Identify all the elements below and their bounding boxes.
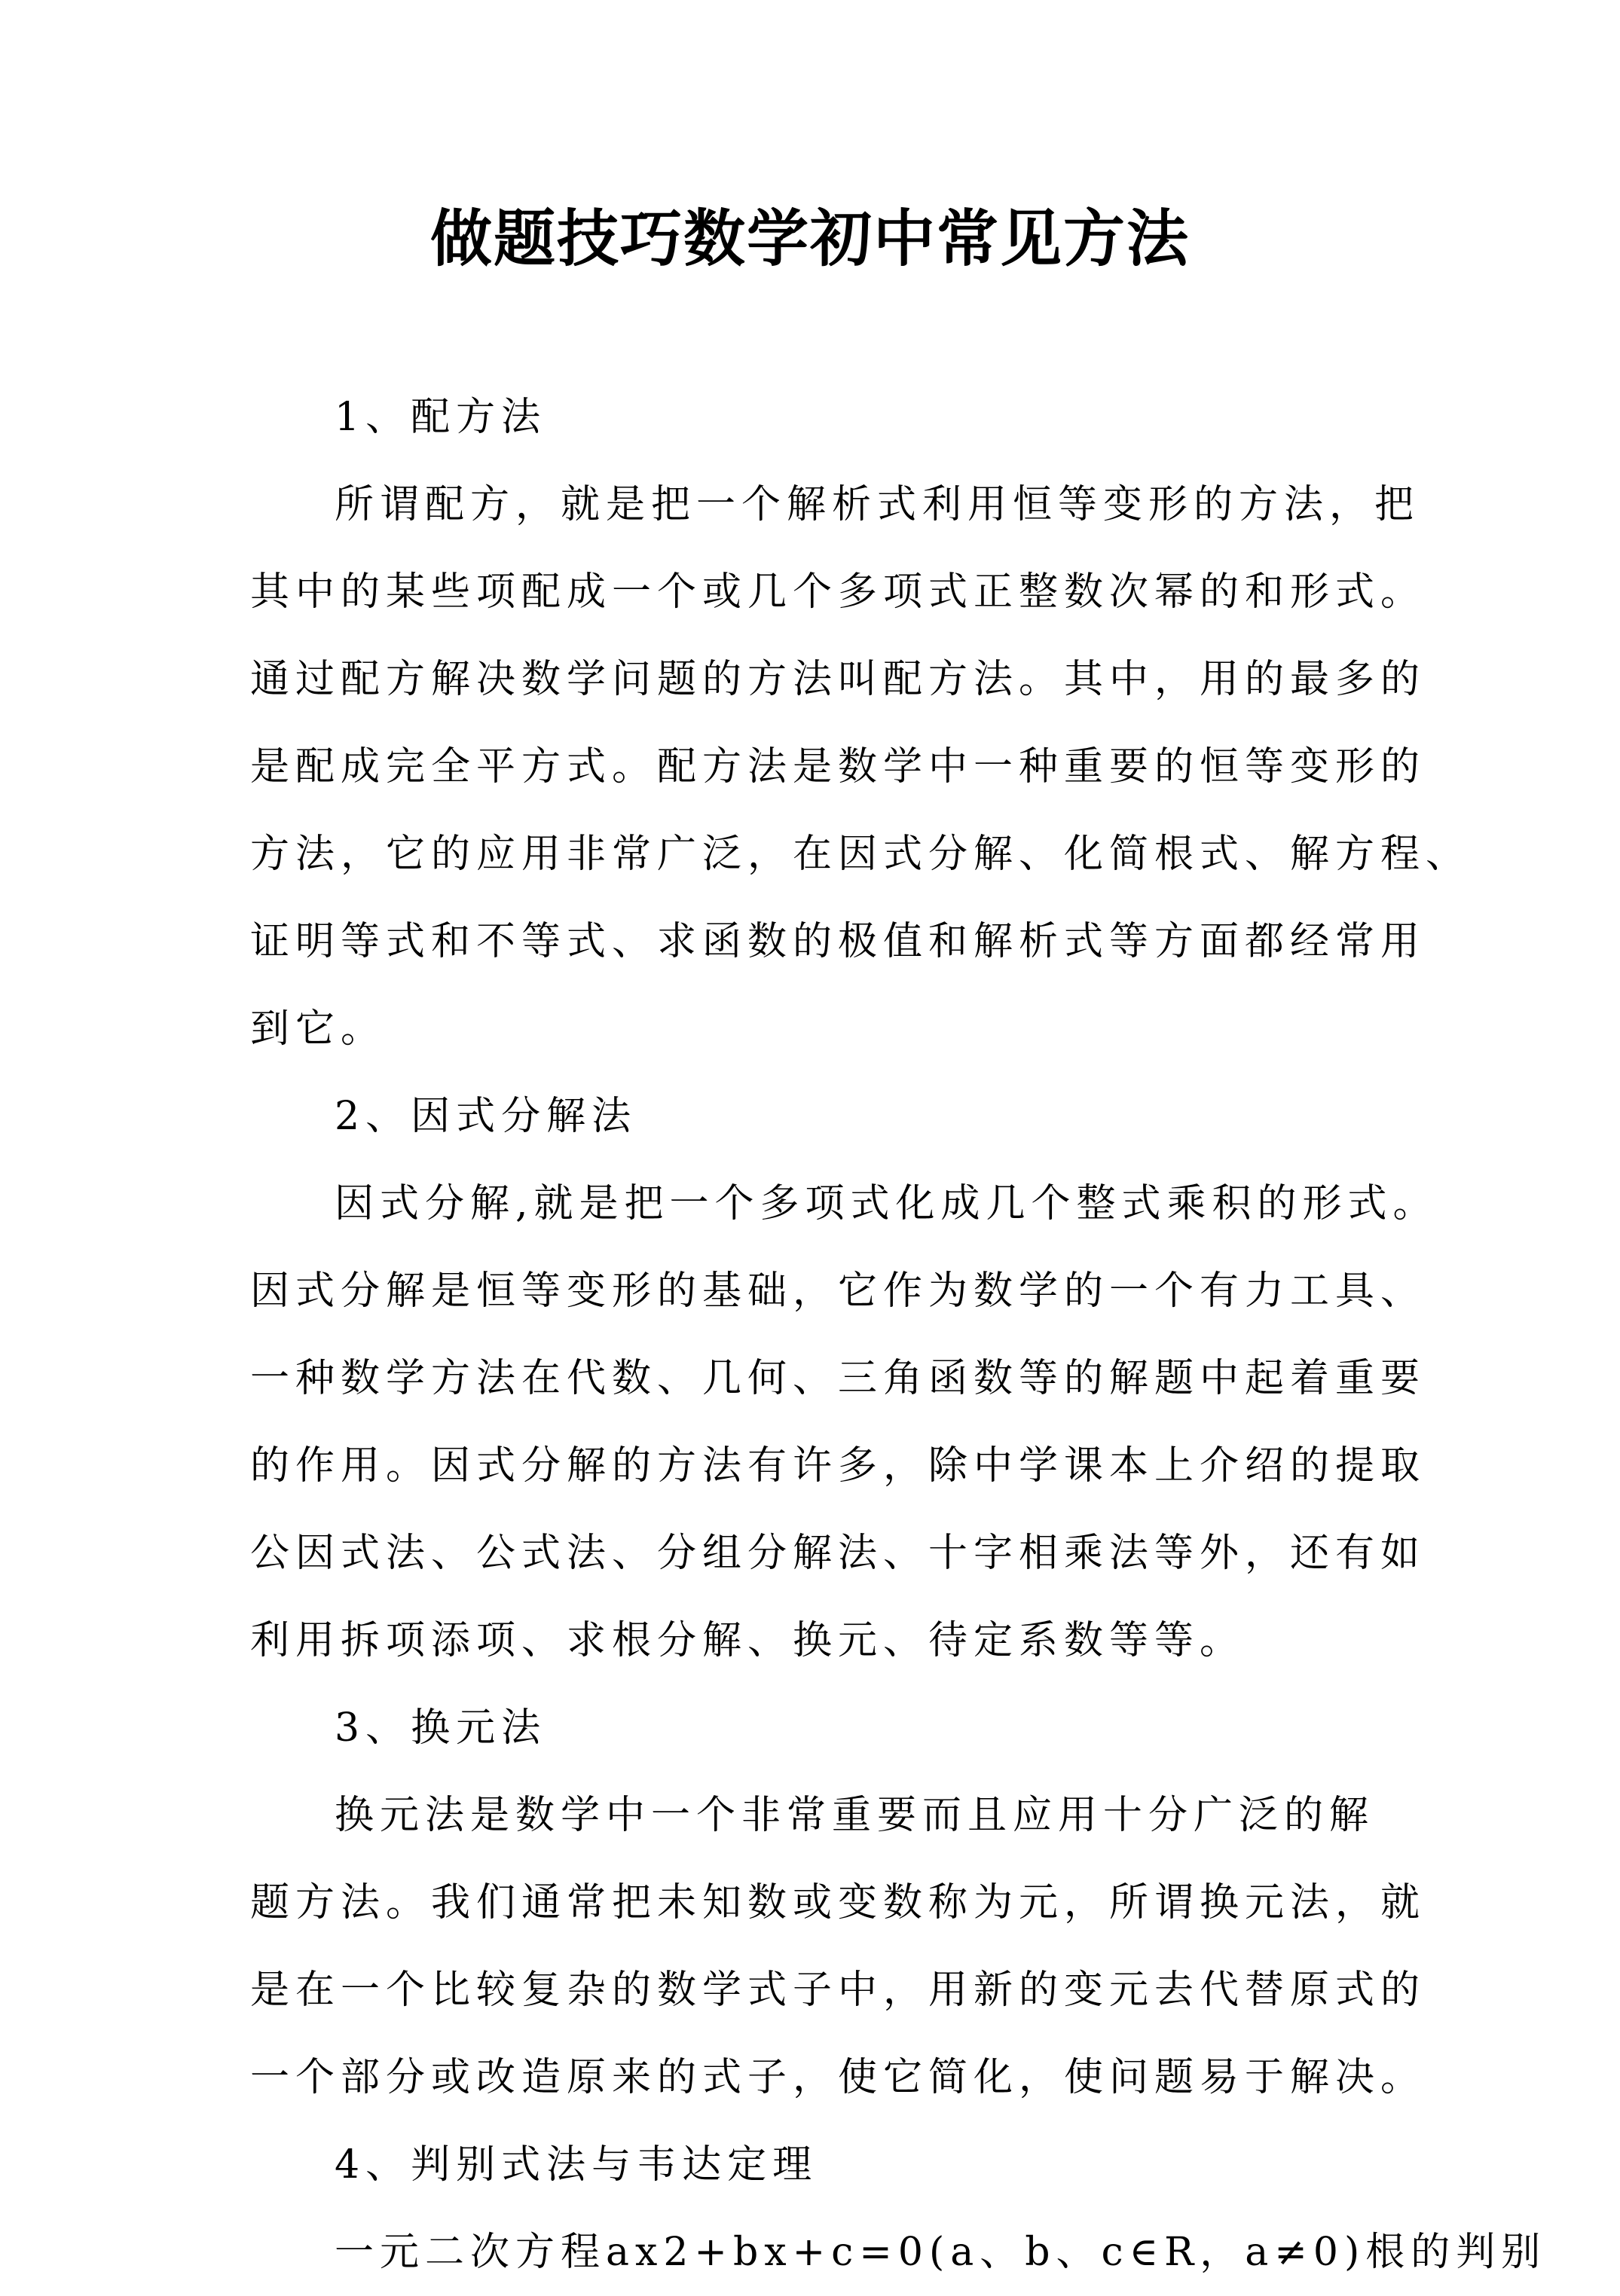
paragraph-line: 其中的某些项配成一个或几个多项式正整数次幂的和形式。 (250, 569, 1426, 615)
paragraph-start-line: 3、换元法 (335, 1705, 547, 1751)
paragraph-start-line: 换元法是数学中一个非常重要而且应用十分广泛的解 (335, 1793, 1375, 1838)
paragraph-line: 因式分解是恒等变形的基础，它作为数学的一个有力工具、 (250, 1269, 1426, 1314)
document-body (250, 374, 1547, 2296)
paragraph-start-line: 2、因式分解法 (335, 1094, 637, 1139)
paragraph-start-line: 所谓配方，就是把一个解析式利用恒等变形的方法，把 (335, 482, 1420, 527)
paragraph-line: 方法，它的应用非常广泛，在因式分解、化简根式、解方程、 (250, 832, 1472, 877)
paragraph-line: 的作用。因式分解的方法有许多，除中学课本上介绍的提取 (250, 1443, 1426, 1488)
document-title: 做题技巧数学初中常见方法 (429, 203, 1190, 275)
paragraph-line: 是配成完全平方式。配方法是数学中一种重要的恒等变形的 (250, 744, 1426, 789)
paragraph-line: 一种数学方法在代数、几何、三角函数等的解题中起着重要 (250, 1356, 1426, 1401)
paragraph-start-line: 一元二次方程ax2+bx+c=0(a、b、c∈R，a≠0)根的判别 (335, 2230, 1547, 2275)
paragraph-line: 利用拆项添项、求根分解、换元、待定系数等等。 (250, 1618, 1246, 1663)
paragraph-line: 一个部分或改造原来的式子，使它简化，使问题易于解决。 (250, 2055, 1426, 2100)
paragraph-line: 公因式法、公式法、分组分解法、十字相乘法等外，还有如 (250, 1531, 1426, 1576)
paragraph-line: 证明等式和不等式、求函数的极值和解析式等方面都经常用 (250, 919, 1426, 964)
paragraph-line: 通过配方解决数学问题的方法叫配方法。其中，用的最多的 (250, 657, 1426, 702)
paragraph-line: 到它。 (250, 1006, 387, 1052)
paragraph-start-line: 4、判别式法与韦达定理 (335, 2142, 818, 2188)
paragraph-start-line: 因式分解,就是把一个多项式化成几个整式乘积的形式。 (335, 1181, 1438, 1226)
paragraph-line: 题方法。我们通常把未知数或变数称为元，所谓换元法，就 (250, 1880, 1426, 1925)
paragraph-line: 是在一个比较复杂的数学式子中，用新的变元去代替原式的 (250, 1968, 1426, 2013)
paragraph-start-line: 1、配方法 (335, 395, 547, 440)
